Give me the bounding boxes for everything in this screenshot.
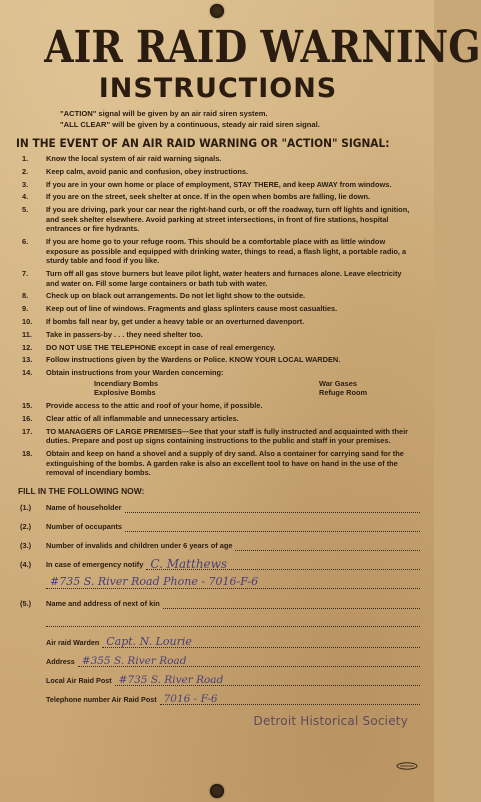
local-post-field[interactable]	[46, 673, 420, 686]
fill-in-heading: FILL IN THE FOLLOWING NOW:	[18, 485, 145, 496]
field-label: Number of occupants	[46, 521, 122, 531]
field-label: Air raid Warden	[46, 637, 100, 647]
field-line[interactable]	[146, 556, 420, 571]
instruction-list	[16, 154, 420, 378]
item-number: 5.	[22, 205, 29, 215]
field-line[interactable]	[125, 523, 420, 532]
item-text: If you are on the street, seek shelter at once. If in the open when bombs are falling, lie down.	[46, 192, 371, 202]
item-number: 9.	[22, 304, 29, 314]
punch-hole-top	[210, 4, 224, 18]
list-item	[16, 343, 420, 353]
item-number: 3.	[22, 179, 29, 189]
item-text: Provide access to the attic and roof of your home, if possible.	[46, 401, 263, 411]
field-line[interactable]	[125, 504, 420, 513]
field-value-continuation: #735 S. River Road Phone - 7016-F-6	[50, 574, 259, 588]
field-number: (1.)	[20, 502, 32, 512]
signal-action-text: "ACTION" signal will be given by an air raid siren system.	[60, 109, 268, 118]
field-value: 7016 - F-6	[163, 692, 218, 705]
list-item	[16, 154, 420, 164]
page-subtitle: INSTRUCTIONS	[98, 73, 338, 104]
warden-address-field[interactable]	[46, 654, 420, 667]
field-line[interactable]	[102, 634, 420, 648]
post-telephone-field[interactable]	[46, 692, 420, 705]
emergency-notify-field[interactable]	[16, 556, 420, 571]
field-label: Name of householder	[46, 502, 122, 512]
field-label: Telephone number Air Raid Post	[46, 694, 157, 704]
list-item	[16, 414, 420, 424]
air-raid-warden-field[interactable]	[46, 634, 420, 648]
field-line[interactable]	[235, 542, 420, 551]
list-item	[16, 205, 420, 234]
list-item	[16, 355, 420, 365]
list-item	[16, 449, 420, 478]
item-text: Follow instructions given by the Wardens or Police. KNOW YOUR LOCAL WARDEN.	[46, 355, 341, 365]
field-line[interactable]	[160, 692, 420, 705]
field-number: (4.)	[20, 559, 32, 569]
item-number: 18.	[22, 449, 33, 459]
warden-concerns	[46, 379, 420, 398]
field-value: Capt. N. Lourie	[106, 634, 192, 648]
item-text: Clear attic of all inflammable and unnecessary articles.	[46, 413, 239, 423]
event-heading: IN THE EVENT OF AN AIR RAID WARNING OR "ACTION" SIGNAL:	[16, 136, 390, 150]
list-item	[16, 291, 420, 301]
item-number: 13.	[22, 355, 33, 365]
item-text: Keep calm, avoid panic and confusion, obey instructions.	[46, 166, 249, 176]
item-number: 8.	[22, 291, 29, 301]
field-number: (3.)	[20, 540, 32, 550]
item-number: 6.	[22, 237, 29, 247]
field-label: Local Air Raid Post	[46, 675, 112, 685]
list-item	[16, 237, 420, 266]
item-number: 16.	[22, 413, 33, 423]
watermark-text: Detroit Historical Society	[253, 714, 408, 728]
concern-item: Refuge Room	[319, 388, 368, 398]
field-line[interactable]	[78, 654, 420, 667]
householder-field[interactable]	[16, 503, 420, 513]
item-number: 12.	[22, 342, 33, 352]
emergency-notify-continuation[interactable]	[46, 576, 420, 589]
item-text: Turn off all gas stove burners but leave pilot light, water heaters and furnaces alone. Leave electricity and water on. Fill some large containers or bath tub with water.	[46, 269, 402, 288]
list-item	[16, 317, 420, 327]
item-text: If bombs fall near by, get under a heavy table or an overturned davenport.	[46, 317, 305, 326]
item-text: DO NOT USE THE TELEPHONE except in case of real emergency.	[46, 342, 276, 352]
next-of-kin-extra-line[interactable]	[46, 618, 420, 627]
item-text: Keep out of line of windows. Fragments and glass splinters cause most casualties.	[46, 304, 338, 314]
warden-block	[16, 634, 420, 705]
item-number: 14.	[22, 368, 33, 378]
occupants-field[interactable]	[16, 522, 420, 532]
printer-union-mark	[396, 762, 418, 772]
field-value: C. Matthews	[150, 556, 228, 571]
field-number: (2.)	[20, 521, 32, 531]
item-text: If you are in your own home or place of employment, STAY THERE, and keep AWAY from windows.	[46, 179, 392, 189]
field-label: Name and address of next of kin	[46, 598, 160, 608]
item-text: If you are home go to your refuge room. This should be a comfortable place with as little window exposure as possible and equipped with drinking water, things to read, a flash light, a portable radio, a sturdy table and food if you like.	[46, 237, 407, 266]
item-number: 11.	[22, 329, 32, 339]
field-line[interactable]	[115, 673, 420, 686]
item-number: 17.	[22, 426, 33, 436]
invalids-children-field[interactable]	[16, 541, 420, 551]
punch-hole-bottom	[210, 784, 224, 798]
field-label: Number of invalids and children under 6 years of age	[46, 540, 233, 550]
list-item	[16, 427, 420, 446]
item-text: Obtain and keep on hand a shovel and a supply of dry sand. Also a container for carrying sand for the extinguishing of the bombs. A garden rake is also an excellent tool to have on hand in the use of the removal of incendiary bombs.	[46, 449, 404, 478]
item-number: 2.	[22, 166, 29, 176]
item-number: 4.	[22, 192, 29, 202]
instruction-list-continued	[16, 401, 420, 478]
list-item	[16, 167, 420, 177]
item-text: TO MANAGERS OF LARGE PREMISES—See that your staff is fully instructed and acquainted with their duties. Prepare and post up signs containing instructions to the public and staff in your premises.	[46, 426, 409, 446]
item-number: 7.	[22, 269, 29, 279]
concern-item: War Gases	[319, 378, 357, 388]
item-number: 15.	[22, 401, 33, 411]
list-item	[16, 368, 420, 378]
concern-item: Incendiary Bombs	[94, 378, 159, 388]
item-text: Obtain instructions from your Warden concerning:	[46, 368, 224, 378]
next-of-kin-field[interactable]	[16, 599, 420, 609]
item-text: Check up on black out arrangements. Do not let light show to the outside.	[46, 291, 306, 301]
list-item	[16, 180, 420, 190]
item-text: If you are driving, park your car near the right-hand curb, or off the roadway, turn off lights and ignition, and seek shelter elsewhere. Avoid parking at street intersections, in front of fire stations, hospital entrances or fire hydrants.	[46, 205, 410, 234]
list-item	[16, 192, 420, 202]
item-text: Take in passers-by . . . they need shelter too.	[46, 329, 203, 339]
list-item	[16, 401, 420, 411]
field-number: (5.)	[20, 598, 32, 608]
item-number: 10.	[22, 317, 33, 326]
list-item	[16, 269, 420, 288]
item-number: 1.	[22, 154, 29, 163]
field-label: Address	[46, 656, 75, 666]
item-text: Know the local system of air raid warning signals.	[46, 154, 222, 163]
list-item	[16, 330, 420, 340]
field-value: #735 S. River Road	[118, 673, 224, 686]
concern-item: Explosive Bombs	[94, 388, 156, 398]
field-value: #355 S. River Road	[81, 654, 187, 667]
field-label: In case of emergency notify	[46, 559, 144, 569]
list-item	[16, 304, 420, 314]
field-line[interactable]	[163, 600, 420, 609]
signal-all-clear-text: "ALL CLEAR" will be given by a continuous, steady air raid siren signal.	[60, 120, 320, 129]
page-title: AIR RAID WARNING	[44, 22, 481, 73]
